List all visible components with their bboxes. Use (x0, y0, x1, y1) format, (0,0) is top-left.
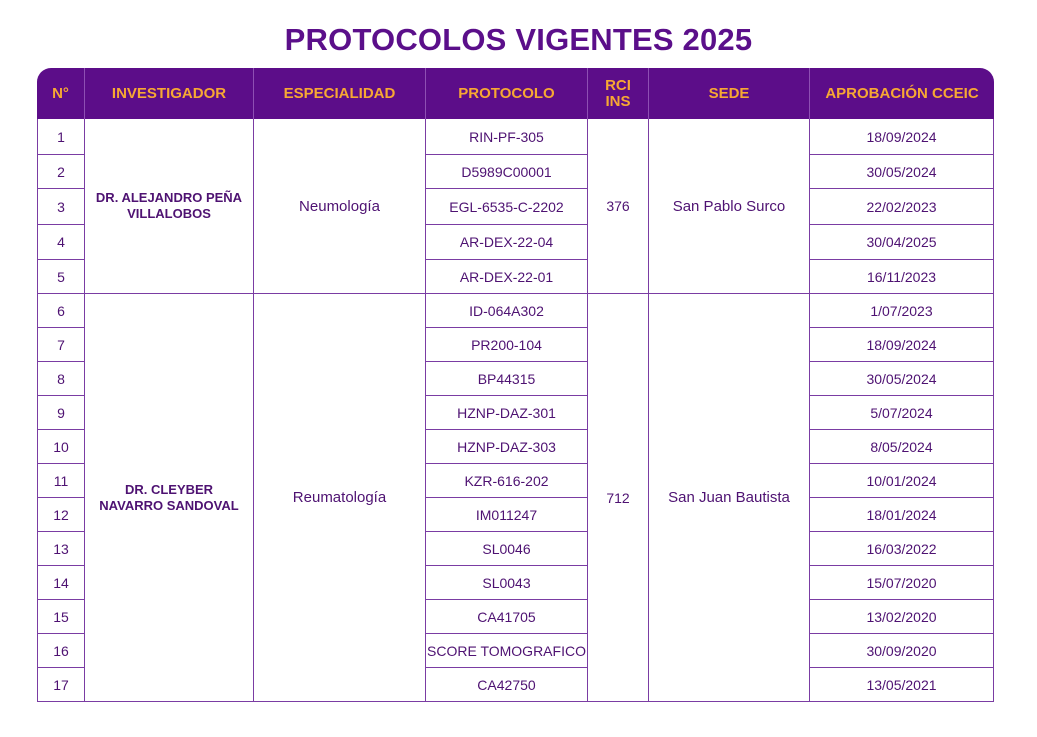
row-number: 5 (37, 260, 85, 294)
header-especialidad: ESPECIALIDAD (254, 68, 426, 119)
protocol-cell: IM011247 (426, 498, 588, 532)
protocol-cell: AR-DEX-22-04 (426, 225, 588, 260)
row-number: 3 (37, 189, 85, 225)
protocol-cell: KZR-616-202 (426, 464, 588, 498)
row-number: 8 (37, 362, 85, 396)
approval-date-cell: 30/05/2024 (810, 155, 994, 189)
approval-date-cell: 10/01/2024 (810, 464, 994, 498)
row-number: 1 (37, 119, 85, 155)
row-number: 4 (37, 225, 85, 260)
protocol-cell: EGL-6535-C-2202 (426, 189, 588, 225)
row-number: 2 (37, 155, 85, 189)
approval-date-cell: 13/02/2020 (810, 600, 994, 634)
row-number: 13 (37, 532, 85, 566)
protocol-cell: ID-064A302 (426, 294, 588, 328)
protocol-cell: CA42750 (426, 668, 588, 702)
page-title: PROTOCOLOS VIGENTES 2025 (284, 22, 753, 57)
rci-ins-cell: 712 (588, 294, 649, 702)
approval-date-cell: 18/09/2024 (810, 119, 994, 155)
row-number: 12 (37, 498, 85, 532)
row-number: 7 (37, 328, 85, 362)
header-protocolo: PROTOCOLO (426, 68, 588, 119)
row-number: 16 (37, 634, 85, 668)
approval-date-cell: 15/07/2020 (810, 566, 994, 600)
specialty-cell: Neumología (254, 119, 426, 294)
header-rci-ins: RCI INS (588, 68, 649, 119)
protocol-cell: HZNP-DAZ-301 (426, 396, 588, 430)
protocol-cell: SL0043 (426, 566, 588, 600)
protocol-cell: SCORE TOMOGRAFICO (426, 634, 588, 668)
header-numero: N° (37, 68, 85, 119)
protocol-cell: CA41705 (426, 600, 588, 634)
approval-date-cell: 13/05/2021 (810, 668, 994, 702)
protocol-cell: RIN-PF-305 (426, 119, 588, 155)
header-sede: SEDE (649, 68, 810, 119)
investigator-name: DR. ALEJANDRO PEÑA VILLALOBOS (85, 119, 254, 294)
row-number: 10 (37, 430, 85, 464)
header-row (37, 68, 994, 119)
specialty-cell: Reumatología (254, 294, 426, 702)
site-cell: San Juan Bautista (649, 294, 810, 702)
row-number: 17 (37, 668, 85, 702)
row-number: 15 (37, 600, 85, 634)
approval-date-cell: 5/07/2024 (810, 396, 994, 430)
approval-date-cell: 30/05/2024 (810, 362, 994, 396)
approval-date-cell: 18/01/2024 (810, 498, 994, 532)
approval-date-cell: 1/07/2023 (810, 294, 994, 328)
investigator-name: DR. CLEYBER NAVARRO SANDOVAL (85, 294, 254, 702)
protocols-table (37, 68, 994, 702)
protocol-cell: AR-DEX-22-01 (426, 260, 588, 294)
approval-date-cell: 18/09/2024 (810, 328, 994, 362)
protocol-cell: BP44315 (426, 362, 588, 396)
approval-date-cell: 30/04/2025 (810, 225, 994, 260)
row-number: 6 (37, 294, 85, 328)
row-number: 9 (37, 396, 85, 430)
table-row (37, 294, 994, 328)
protocol-cell: SL0046 (426, 532, 588, 566)
header-aprobacion: APROBACIÓN CCEIC (810, 68, 994, 119)
rci-ins-cell: 376 (588, 119, 649, 294)
protocol-cell: PR200-104 (426, 328, 588, 362)
site-cell: San Pablo Surco (649, 119, 810, 294)
approval-date-cell: 16/11/2023 (810, 260, 994, 294)
approval-date-cell: 30/09/2020 (810, 634, 994, 668)
row-number: 11 (37, 464, 85, 498)
approval-date-cell: 8/05/2024 (810, 430, 994, 464)
protocol-cell: D5989C00001 (426, 155, 588, 189)
approval-date-cell: 22/02/2023 (810, 189, 994, 225)
row-number: 14 (37, 566, 85, 600)
table-row (37, 119, 994, 155)
approval-date-cell: 16/03/2022 (810, 532, 994, 566)
protocol-cell: HZNP-DAZ-303 (426, 430, 588, 464)
header-investigador: INVESTIGADOR (85, 68, 254, 119)
